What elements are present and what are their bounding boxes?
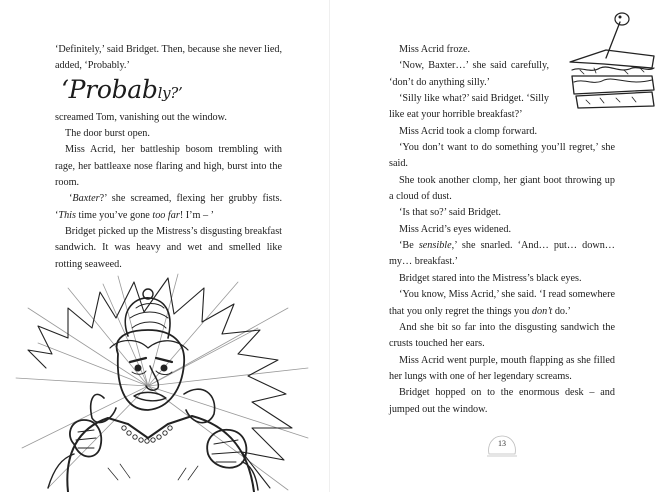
this-italic: This [58, 209, 76, 221]
paragraph: Miss Acrid’s eyes widened. [399, 223, 512, 235]
paragraph: ‘Now, Baxter…’ she said carefully, ‘don’t do anything silly.’ [389, 60, 549, 88]
paragraph: Bridget hopped on to the enormous desk – and jumped out the window. [389, 387, 615, 415]
text-run: ! I’m – ’ [179, 209, 215, 221]
too-far-italic: too far [152, 209, 180, 221]
text-run: ‘Be [399, 240, 419, 252]
gutter [329, 0, 330, 492]
text-run: ,’ she snarled. ‘And… put… down… my… breakfast.’ [389, 240, 615, 268]
dont-italic: don’t [531, 305, 553, 317]
paragraph: Miss Acrid, her battleship bosom trembling with rage, her battleaxe nose flaring and high, burst into the room. [55, 144, 282, 189]
quote-mark: ‘ [69, 193, 73, 205]
paragraph-regret [389, 287, 615, 320]
paragraph: ‘Definitely,’ said Bridget. Then, because she never lied, added, ‘Probably.’ [55, 44, 282, 72]
sensible-italic: sensible [418, 240, 452, 252]
paragraph: Miss Acrid froze. [399, 44, 471, 55]
paragraph: ‘Silly like what?’ said Bridget. ‘Silly like eat your horrible breakfast?’ [389, 93, 549, 121]
shout-probably [61, 76, 282, 107]
shout-head: ‘Probab [61, 74, 158, 104]
paragraph: Miss Acrid went purple, mouth flapping as she filled her lungs with one of her legendary screams. [389, 354, 615, 382]
paragraph: ‘Is that so?’ said Bridget. [399, 207, 501, 219]
text-run: ?’ she screamed, flexing her grubby fists. ‘ [55, 193, 282, 221]
paragraph: Bridget picked up the Mistress’s disgusting breakfast sandwich. It was heavy and wet and smelled like rotting seaweed. [55, 226, 282, 270]
paragraph: Bridget stared into the Mistress’s black eyes. [399, 272, 582, 284]
text-run: do.’ [552, 305, 571, 317]
baxter-italic: Baxter [72, 193, 100, 205]
paragraph: The door burst open. [65, 128, 150, 140]
paragraph: screamed Tom, vanishing out the window. [55, 111, 227, 123]
paragraph: And she bit so far into the disgusting sandwich the crusts touched her ears. [389, 321, 615, 350]
miss-acrid-illustration [8, 268, 318, 492]
left-page-text [55, 42, 282, 273]
text-run: time you’ve gone [75, 209, 153, 221]
sandwich-illustration [566, 10, 656, 110]
paragraph: ‘You don’t want to do something you’ll regret,’ she said. [389, 142, 615, 170]
page-number: 13 [498, 439, 506, 448]
paragraph: She took another clomp, her giant boot throwing up a cloud of dust. [389, 174, 615, 203]
paragraph: Miss Acrid took a clomp forward. [399, 125, 538, 137]
shout-tail: ly?’ [157, 83, 183, 102]
page-number-ornament [485, 432, 519, 460]
paragraph-baxter [55, 191, 282, 224]
paragraph-sensible [389, 238, 615, 271]
text-run: ‘You know, Miss Acrid,’ she said. ‘I read somewhere that you only regret the things you [389, 289, 615, 317]
